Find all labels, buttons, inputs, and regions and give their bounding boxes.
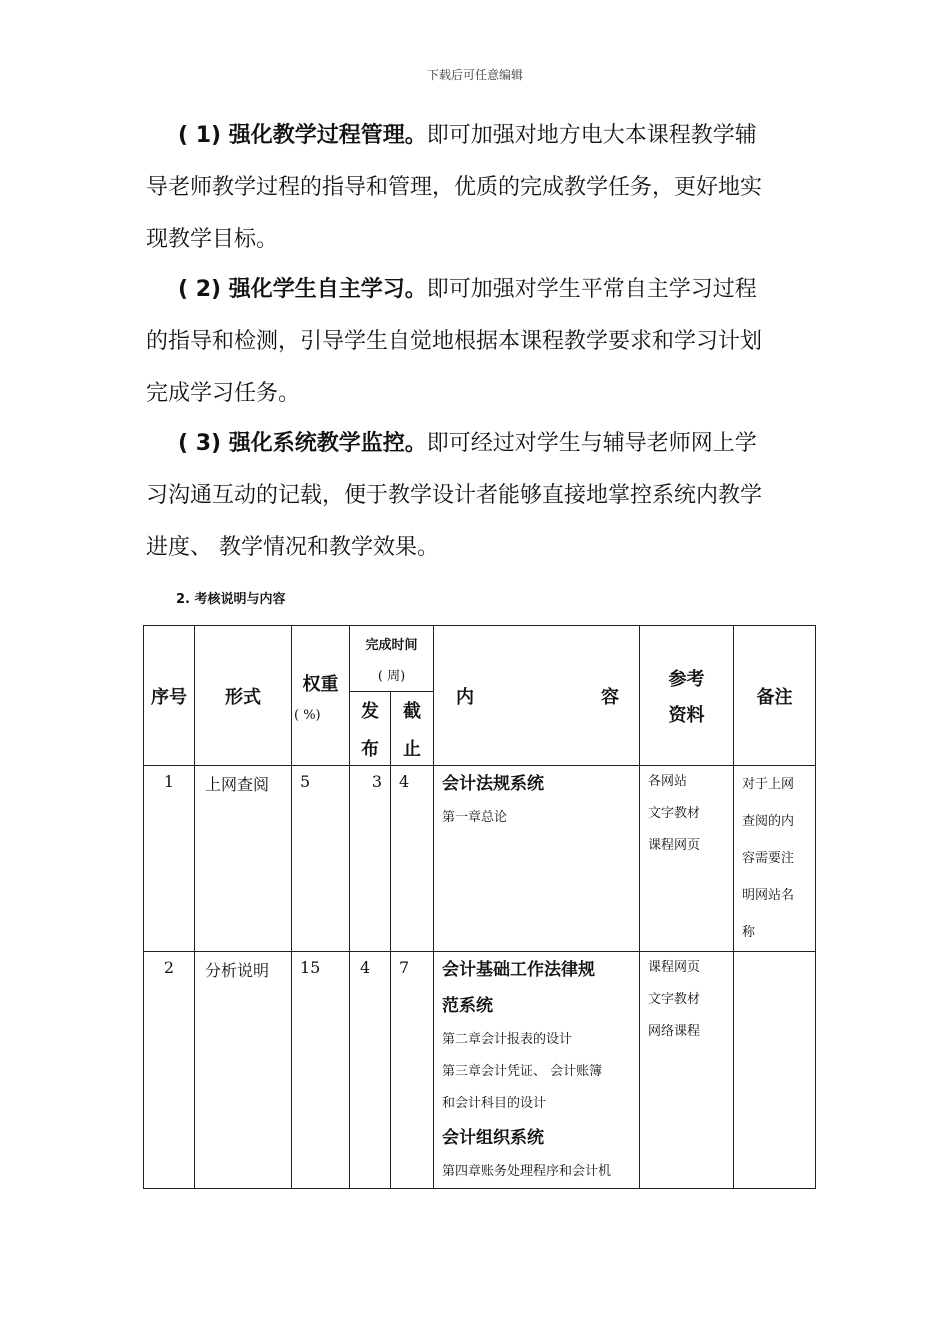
cell-weight: 15 bbox=[292, 952, 350, 1189]
bold-lead: 强化系统教学监控。 bbox=[228, 431, 427, 456]
page-header: 下载后可任意编辑 bbox=[426, 68, 523, 82]
cell-form: 上网查阅 bbox=[195, 766, 292, 952]
paragraph-line: 习沟通互动的记载，便于教学设计者能够直接地掌控系统内教学 bbox=[146, 483, 763, 508]
cell-ref: 各网站 文字教材 课程网页 bbox=[640, 766, 734, 952]
assessment-table bbox=[143, 625, 816, 1189]
header-weight: 权重 ( %) bbox=[292, 626, 350, 766]
cell-ref: 课程网页 文字教材 网络课程 bbox=[640, 952, 734, 1189]
table-row bbox=[144, 766, 816, 952]
cell-content: 会计法规系统 第一章总论 bbox=[434, 766, 640, 952]
paragraph-line: ( 3) 强化系统教学监控。即可经过对学生与辅导老师网上学 bbox=[178, 431, 757, 456]
cell-publish: 3 bbox=[350, 766, 391, 952]
section-title: 2. 考核说明与内容 bbox=[176, 592, 286, 607]
cell-note bbox=[734, 952, 816, 1189]
cell-seq: 1 bbox=[144, 766, 195, 952]
paragraph-line: 导老师教学过程的指导和管理，优质的完成教学任务，更好地实 bbox=[146, 175, 763, 200]
cell-seq: 2 bbox=[144, 952, 195, 1189]
header-time: 完成时间 ( 周) bbox=[350, 626, 434, 692]
header-publish: 发 布 bbox=[350, 692, 391, 766]
header-form: 形式 bbox=[195, 626, 292, 766]
header-ref: 参考 资料 bbox=[640, 626, 734, 766]
paragraph-line: 完成学习任务。 bbox=[146, 381, 301, 406]
paragraph-1 bbox=[146, 110, 806, 266]
cell-content: 会计基础工作法律规 范系统 第二章会计报表的设计 第三章会计凭证、 会计账簿 和会计科目的设计 会计组织系统 第四章账务处理程序和会计机 bbox=[434, 952, 640, 1189]
header-seq: 序号 bbox=[144, 626, 195, 766]
paragraph-line: 进度、 教学情况和教学效果。 bbox=[146, 535, 439, 560]
bold-lead: 强化学生自主学习。 bbox=[228, 277, 427, 302]
bold-lead: 强化教学过程管理。 bbox=[228, 123, 427, 148]
cell-weight: 5 bbox=[292, 766, 350, 952]
cell-deadline: 7 bbox=[391, 952, 434, 1189]
header-note: 备注 bbox=[734, 626, 816, 766]
table-row bbox=[144, 952, 816, 1189]
paragraph-line: 现教学目标。 bbox=[146, 227, 279, 252]
cell-note: 对于上网 查阅的内 容需要注 明网站名 称 bbox=[734, 766, 816, 952]
cell-publish: 4 bbox=[350, 952, 391, 1189]
paragraph-2 bbox=[146, 264, 806, 420]
cell-deadline: 4 bbox=[391, 766, 434, 952]
header-content: 内 容 bbox=[434, 626, 640, 766]
header-deadline: 截 止 bbox=[391, 692, 434, 766]
cell-form: 分析说明 bbox=[195, 952, 292, 1189]
paragraph-line: 的指导和检测，引导学生自觉地根据本课程教学要求和学习计划 bbox=[146, 329, 763, 354]
paragraph-3 bbox=[146, 418, 806, 574]
paragraph-line: ( 1) 强化教学过程管理。即可加强对地方电大本课程教学辅 bbox=[178, 123, 757, 148]
paragraph-line: ( 2) 强化学生自主学习。即可加强对学生平常自主学习过程 bbox=[178, 277, 757, 302]
